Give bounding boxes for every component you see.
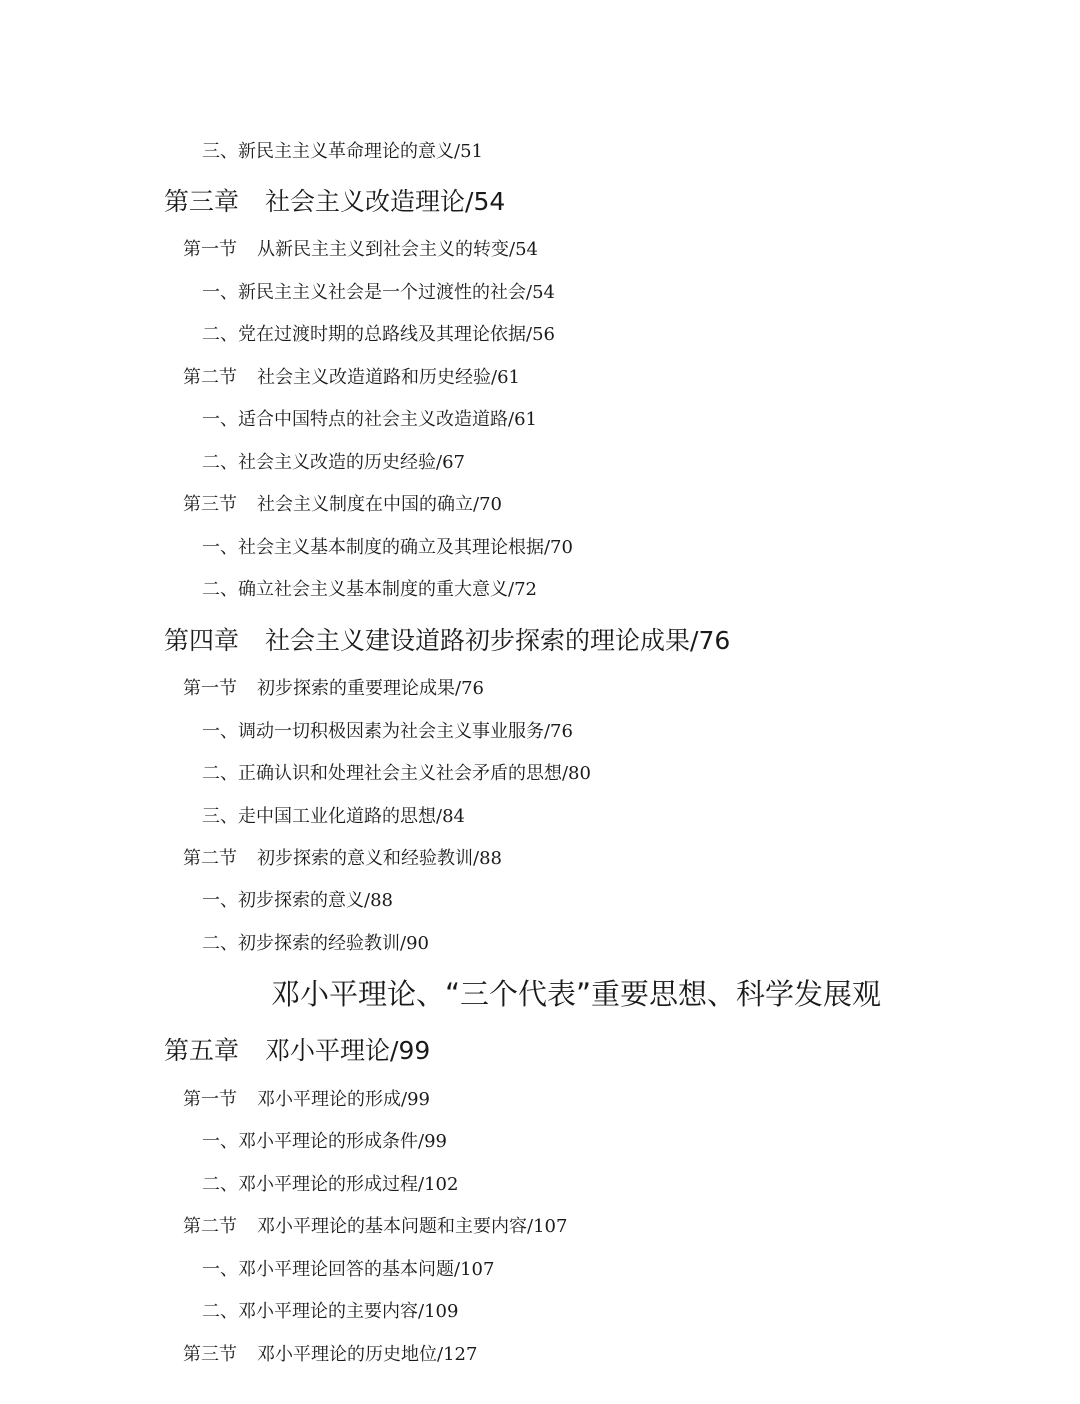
toc-chapter-heading — [164, 189, 505, 214]
toc-item: 二、正确认识和处理社会主义社会矛盾的思想/80 — [202, 763, 591, 784]
toc-chapter-heading — [164, 1038, 430, 1063]
toc-item: 三、新民主主义革命理论的意义/51 — [202, 141, 483, 162]
chapter-number: 第五章 — [164, 1036, 240, 1065]
toc-item: 二、确立社会主义基本制度的重大意义/72 — [202, 579, 537, 600]
chapter-number: 第三章 — [164, 187, 240, 216]
toc-item: 一、邓小平理论回答的基本问题/107 — [202, 1259, 495, 1280]
toc-section-heading — [183, 680, 484, 698]
toc-section-heading — [183, 369, 520, 387]
section-number: 第二节 — [183, 848, 237, 869]
section-title: 社会主义改造道路和历史经验/61 — [257, 367, 520, 388]
toc-item: 一、新民主主义社会是一个过渡性的社会/54 — [202, 282, 555, 303]
section-title: 初步探索的意义和经验教训/88 — [257, 848, 502, 869]
section-title: 从新民主主义到社会主义的转变/54 — [257, 239, 538, 260]
section-number: 第二节 — [183, 1216, 237, 1237]
toc-section-heading — [183, 241, 538, 259]
toc-item: 一、社会主义基本制度的确立及其理论根据/70 — [202, 537, 573, 558]
toc-item: 三、走中国工业化道路的思想/84 — [202, 806, 465, 827]
toc-item: 二、初步探索的经验教训/90 — [202, 933, 429, 954]
toc-item: 二、邓小平理论的主要内容/109 — [202, 1301, 459, 1322]
section-title: 邓小平理论的基本问题和主要内容/107 — [257, 1216, 568, 1237]
toc-section-heading — [183, 850, 502, 868]
toc-item: 一、初步探索的意义/88 — [202, 890, 393, 911]
section-number: 第一节 — [183, 239, 237, 260]
toc-item: 一、调动一切积极因素为社会主义事业服务/76 — [202, 721, 573, 742]
section-title: 初步探索的重要理论成果/76 — [257, 678, 484, 699]
toc-section-heading — [183, 1091, 430, 1109]
toc-item: 二、党在过渡时期的总路线及其理论依据/56 — [202, 324, 555, 345]
toc-part-heading: 邓小平理论、“三个代表”重要思想、科学发展观 — [270, 977, 882, 1011]
toc-section-heading — [183, 1346, 477, 1364]
section-number: 第一节 — [183, 678, 237, 699]
section-title: 社会主义制度在中国的确立/70 — [257, 494, 502, 515]
section-number: 第二节 — [183, 367, 237, 388]
section-title: 邓小平理论的形成/99 — [257, 1089, 430, 1110]
toc-item: 一、适合中国特点的社会主义改造道路/61 — [202, 409, 537, 430]
toc-chapter-heading — [164, 628, 730, 653]
toc-section-heading — [183, 1218, 567, 1236]
chapter-title: 邓小平理论/99 — [265, 1036, 431, 1065]
section-number: 第三节 — [183, 494, 237, 515]
section-title: 邓小平理论的历史地位/127 — [257, 1344, 478, 1365]
chapter-title: 社会主义建设道路初步探索的理论成果/76 — [265, 626, 731, 655]
toc-section-heading — [183, 496, 502, 514]
toc-item: 二、邓小平理论的形成过程/102 — [202, 1174, 459, 1195]
toc-item: 二、社会主义改造的历史经验/67 — [202, 452, 465, 473]
chapter-title: 社会主义改造理论/54 — [265, 187, 506, 216]
chapter-number: 第四章 — [164, 626, 240, 655]
section-number: 第一节 — [183, 1089, 237, 1110]
toc-item: 一、邓小平理论的形成条件/99 — [202, 1131, 447, 1152]
section-number: 第三节 — [183, 1344, 237, 1365]
